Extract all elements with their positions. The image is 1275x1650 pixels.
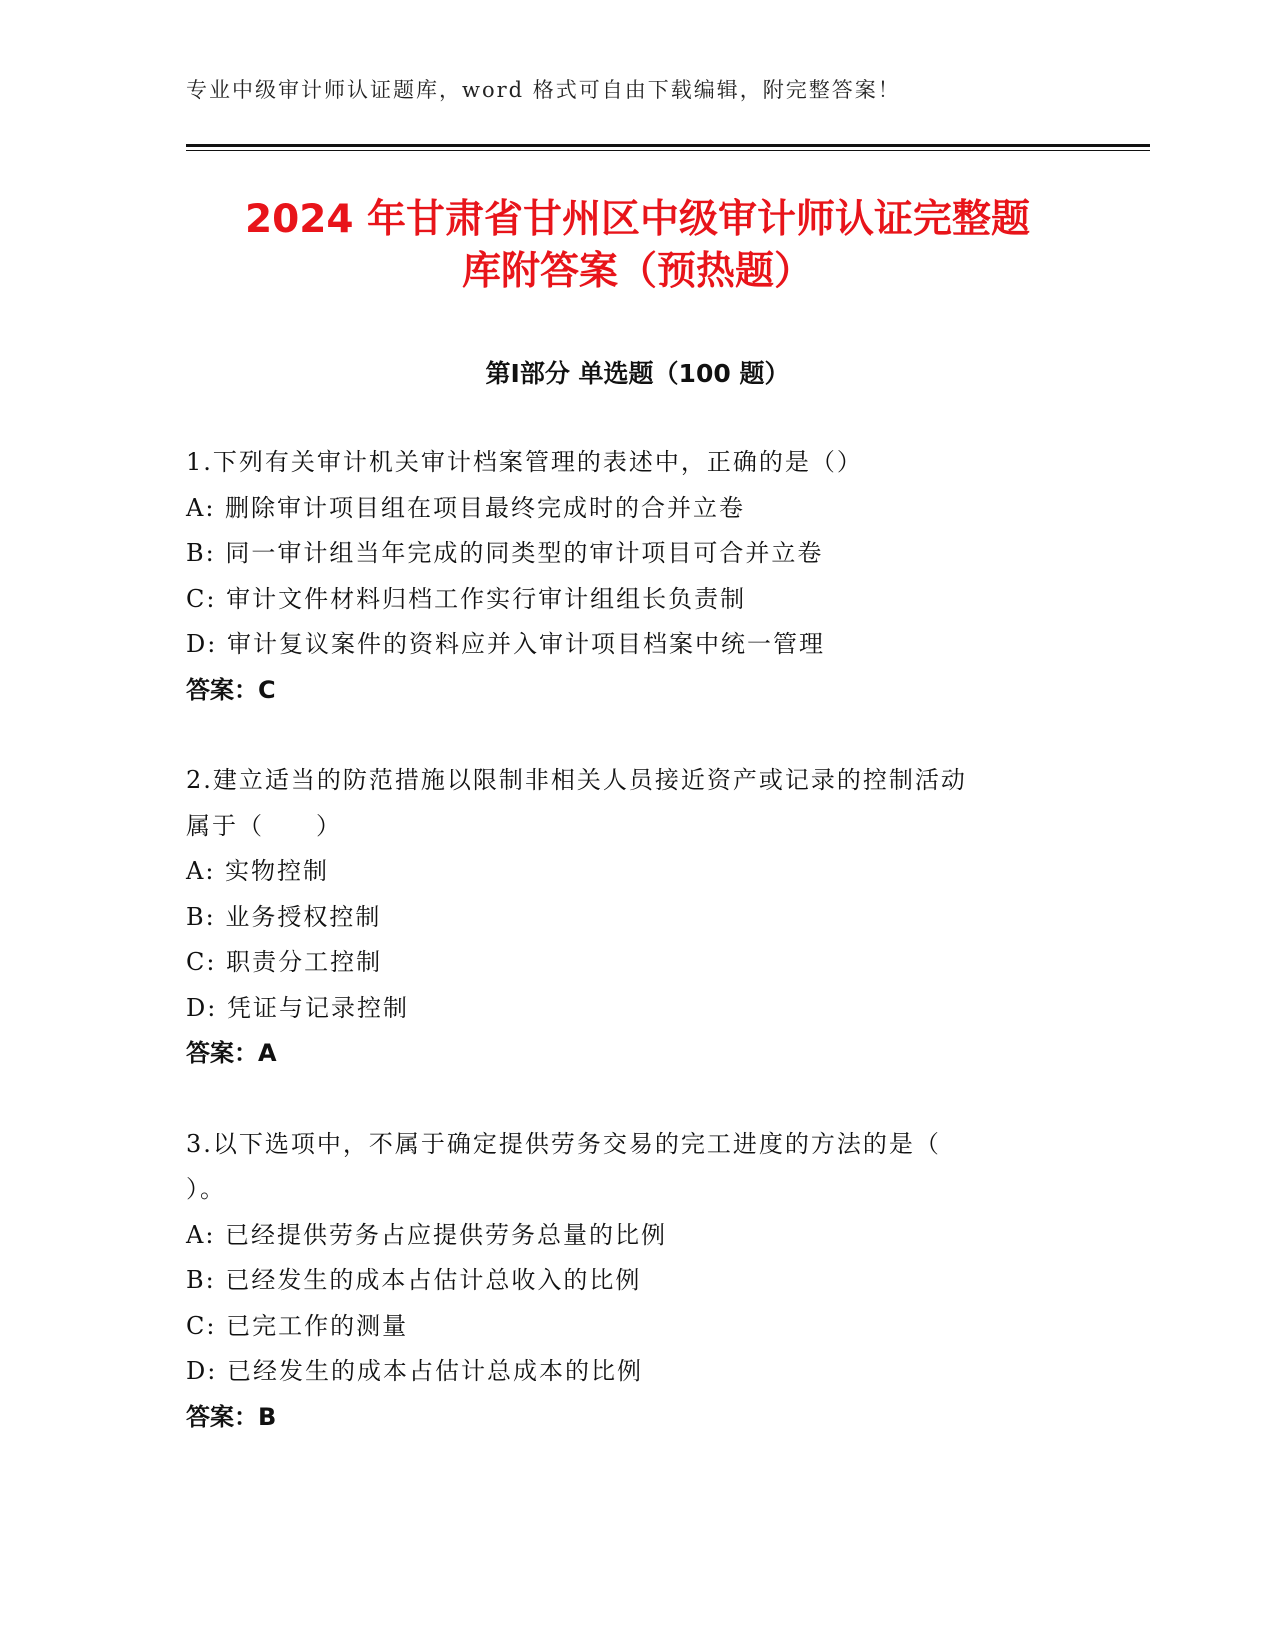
answer: 答案：C [186,675,276,704]
question-stem-continued: 属于（ ） [186,811,342,840]
option-b: B: 业务授权控制 [186,902,382,931]
option-c: C: 审计文件材料归档工作实行审计组组长负责制 [186,584,747,613]
option-c: C: 职责分工控制 [186,948,383,976]
document-title [160,194,1115,298]
option-d: D: 凭证与记录控制 [186,993,409,1022]
option-a: A: 已经提供劳务占应提供劳务总量的比例 [186,1220,668,1249]
option-d: D: 已经发生的成本占估计总成本的比例 [186,1357,643,1385]
question-1 [186,440,1066,713]
question-2 [186,758,1066,1077]
option-c: C: 已完工作的测量 [186,1311,409,1340]
question-stem: 2.建立适当的防范措施以限制非相关人员接近资产或记录的控制活动 [186,766,967,794]
question-stem-continued: ）。 [186,1175,226,1203]
option-b: B: 同一审计组当年完成的同类型的审计项目可合并立卷 [186,539,824,567]
question-list [186,440,1066,1485]
header-rule-thin [186,150,1150,151]
option-d: D: 审计复议案件的资料应并入审计项目档案中统一管理 [186,630,825,658]
header-rule [186,144,1150,147]
title-line-1: 2024 年甘肃省甘州区中级审计师认证完整题 [244,197,1031,242]
title-line-2: 库附答案（预热题） [461,249,813,294]
header-note: 专业中级审计师认证题库，word 格式可自由下载编辑，附完整答案！ [186,78,901,102]
section-title: 第Ⅰ部分 单选题（100 题） [485,359,790,388]
option-a: A: 删除审计项目组在项目最终完成时的合并立卷 [186,493,746,522]
option-a: A: 实物控制 [186,857,330,885]
option-b: B: 已经发生的成本占估计总收入的比例 [186,1266,642,1294]
answer: 答案：B [186,1402,277,1431]
question-stem: 1.下列有关审计机关审计档案管理的表述中，正确的是（） [186,448,863,476]
question-3 [186,1122,1066,1441]
answer: 答案：A [186,1039,277,1067]
question-stem: 3.以下选项中，不属于确定提供劳务交易的完工进度的方法的是（ [186,1129,941,1158]
